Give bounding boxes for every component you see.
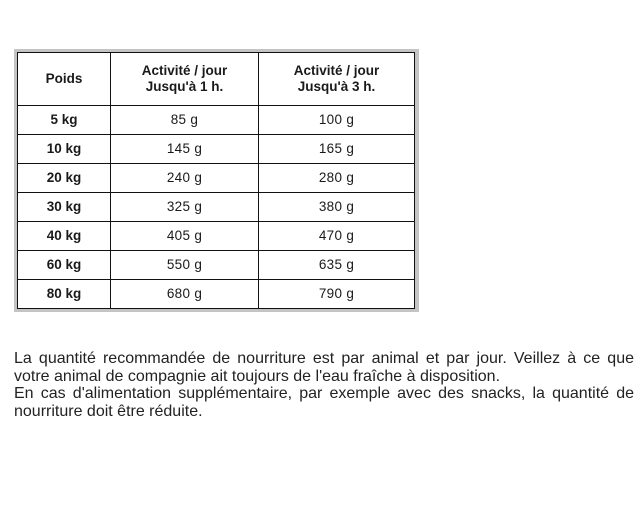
activity-3h-cell: 470 g [259,222,415,251]
table-row [18,222,415,251]
header-activity-3h-line2: Jusqu'à 3 h. [297,79,376,94]
activity-1h-cell: 85 g [111,106,259,135]
header-activity-1h-line2: Jusqu'à 1 h. [145,79,224,94]
table-row [18,135,415,164]
activity-1h-cell: 325 g [111,193,259,222]
header-activity-3h-line1: Activité / jour [293,63,380,78]
table-row [18,106,415,135]
table-header-row [18,53,415,106]
weight-cell: 30 kg [18,193,111,222]
weight-cell: 20 kg [18,164,111,193]
activity-3h-cell: 280 g [259,164,415,193]
feeding-notes [14,350,634,420]
feeding-table-frame [14,49,419,312]
activity-3h-cell: 100 g [259,106,415,135]
note-paragraph-snacks: En cas d'alimentation supplémentaire, par exemple avec des snacks, la quantité de nourriture doit être réduite. [14,385,634,420]
activity-1h-cell: 240 g [111,164,259,193]
weight-cell: 60 kg [18,251,111,280]
activity-3h-cell: 380 g [259,193,415,222]
weight-cell: 80 kg [18,280,111,309]
table-row [18,251,415,280]
activity-1h-cell: 405 g [111,222,259,251]
weight-cell: 10 kg [18,135,111,164]
header-activity-1h [111,53,259,106]
weight-cell: 40 kg [18,222,111,251]
activity-3h-cell: 165 g [259,135,415,164]
activity-3h-cell: 790 g [259,280,415,309]
header-weight: Poids [18,53,111,106]
table-row [18,280,415,309]
activity-3h-cell: 635 g [259,251,415,280]
activity-1h-cell: 550 g [111,251,259,280]
activity-1h-cell: 145 g [111,135,259,164]
header-activity-3h [259,53,415,106]
weight-cell: 5 kg [18,106,111,135]
note-paragraph-quantity: La quantité recommandée de nourriture est par animal et par jour. Veillez à ce que votre animal de compagnie ait toujours de l'eau fraîche à disposition. [14,350,634,385]
feeding-table [17,52,415,309]
activity-1h-cell: 680 g [111,280,259,309]
header-activity-1h-line1: Activité / jour [141,63,228,78]
table-row [18,193,415,222]
table-row [18,164,415,193]
